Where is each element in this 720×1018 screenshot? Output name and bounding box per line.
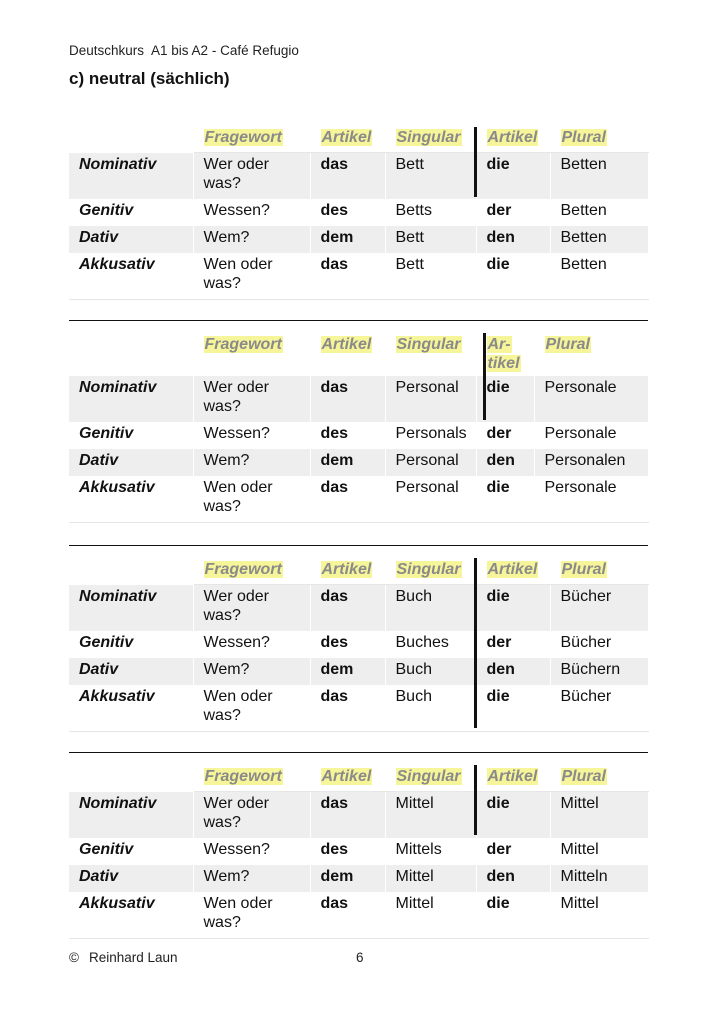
noun-singular: Betts (385, 199, 476, 226)
article-singular: das (310, 153, 385, 200)
header-artikel-plural: Artikel (476, 126, 550, 153)
header-artikel-singular: Artikel (310, 333, 385, 376)
question-word: Wen oder was? (193, 685, 310, 732)
noun-singular: Buch (385, 658, 476, 685)
article-plural: die (476, 376, 534, 422)
course-level: A1 bis A2 - Café Refugio (151, 43, 299, 58)
question-word: Wem? (193, 865, 310, 892)
table-row-genitiv (69, 631, 648, 658)
case-label: Akkusativ (69, 685, 193, 732)
case-label: Dativ (69, 449, 193, 476)
case-label: Nominativ (69, 153, 193, 200)
noun-singular: Personal (385, 376, 476, 422)
noun-plural: Betten (550, 199, 648, 226)
noun-singular: Bett (385, 153, 476, 200)
case-label: Akkusativ (69, 476, 193, 523)
article-singular: das (310, 685, 385, 732)
article-singular: das (310, 376, 385, 422)
noun-plural: Mitteln (550, 865, 648, 892)
page-header (69, 43, 299, 58)
header-artikel-singular: Artikel (310, 558, 385, 585)
article-plural: den (476, 449, 534, 476)
noun-plural: Betten (550, 253, 648, 300)
declension-table-bett (69, 126, 649, 300)
header-artikel-singular: Artikel (310, 126, 385, 153)
copyright-symbol: © (69, 950, 79, 965)
header-singular: Singular (385, 558, 476, 585)
table-row-genitiv (69, 199, 648, 226)
declension-table-personal (69, 333, 649, 523)
article-singular: das (310, 585, 385, 632)
noun-singular: Buch (385, 685, 476, 732)
article-plural: die (476, 892, 550, 939)
table-row-dativ (69, 226, 648, 253)
page-number: 6 (356, 950, 364, 965)
empty-cell (69, 126, 193, 153)
article-singular: dem (310, 658, 385, 685)
question-word: Wessen? (193, 199, 310, 226)
noun-singular: Mittel (385, 792, 476, 839)
header-singular: Singular (385, 333, 476, 376)
case-label: Akkusativ (69, 892, 193, 939)
author-name: Reinhard Laun (88, 950, 178, 965)
declension-table-mittel (69, 765, 649, 939)
article-plural: die (476, 153, 550, 200)
column-divider (474, 558, 477, 728)
noun-plural: Bücher (550, 631, 648, 658)
article-singular: das (310, 253, 385, 300)
header-fragewort: Fragewort (193, 333, 310, 376)
course-name: Deutschkurs (69, 43, 145, 58)
article-plural: der (476, 631, 550, 658)
table-row-akkusativ (69, 476, 648, 523)
table-header-row (69, 558, 648, 585)
header-singular: Singular (385, 126, 476, 153)
noun-plural: Mittel (550, 892, 648, 939)
noun-singular: Bett (385, 226, 476, 253)
table-header-row (69, 765, 648, 792)
case-label: Akkusativ (69, 253, 193, 300)
table-row-nominativ (69, 376, 648, 422)
empty-cell (69, 558, 193, 585)
noun-plural: Büchern (550, 658, 648, 685)
question-word: Wen oder was? (193, 892, 310, 939)
article-plural: die (476, 585, 550, 632)
question-word: Wem? (193, 226, 310, 253)
question-word: Wer oder was? (193, 585, 310, 632)
table-header-row (69, 333, 648, 376)
case-label: Dativ (69, 226, 193, 253)
section-divider (69, 752, 648, 753)
article-plural: die (476, 253, 550, 300)
question-word: Wer oder was? (193, 792, 310, 839)
article-singular: das (310, 476, 385, 523)
question-word: Wem? (193, 658, 310, 685)
article-singular: dem (310, 449, 385, 476)
empty-cell (69, 765, 193, 792)
table-row-nominativ (69, 153, 648, 200)
case-label: Nominativ (69, 792, 193, 839)
case-label: Nominativ (69, 585, 193, 632)
column-divider (474, 765, 477, 835)
declension-table-buch (69, 558, 649, 732)
noun-plural: Personale (534, 476, 648, 523)
empty-cell (69, 333, 193, 376)
noun-plural: Personale (534, 376, 648, 422)
case-label: Dativ (69, 658, 193, 685)
table-row-dativ (69, 658, 648, 685)
question-word: Wer oder was? (193, 376, 310, 422)
page-title: c) neutral (sächlich) (69, 69, 230, 88)
case-label: Genitiv (69, 199, 193, 226)
noun-plural: Betten (550, 153, 648, 200)
header-fragewort: Fragewort (193, 126, 310, 153)
header-plural: Plural (534, 333, 648, 376)
table-row-akkusativ (69, 892, 648, 939)
header-fragewort: Fragewort (193, 558, 310, 585)
question-word: Wer oder was? (193, 153, 310, 200)
noun-singular: Bett (385, 253, 476, 300)
noun-plural: Mittel (550, 792, 648, 839)
header-artikel-singular: Artikel (310, 765, 385, 792)
article-singular: des (310, 422, 385, 449)
table-row-dativ (69, 449, 648, 476)
noun-singular: Personal (385, 449, 476, 476)
article-singular: das (310, 892, 385, 939)
footer-copyright (69, 950, 178, 965)
column-divider (483, 333, 486, 420)
header-plural: Plural (550, 126, 648, 153)
header-artikel-plural: Ar- tikel (476, 333, 534, 376)
case-label: Dativ (69, 865, 193, 892)
article-plural: die (476, 792, 550, 839)
case-label: Genitiv (69, 422, 193, 449)
noun-plural: Bücher (550, 585, 648, 632)
table-row-nominativ (69, 792, 648, 839)
question-word: Wem? (193, 449, 310, 476)
section-divider (69, 320, 648, 321)
noun-plural: Personalen (534, 449, 648, 476)
header-artikel-plural: Artikel (476, 765, 550, 792)
table-row-dativ (69, 865, 648, 892)
article-singular: dem (310, 226, 385, 253)
table-row-nominativ (69, 585, 648, 632)
noun-plural: Betten (550, 226, 648, 253)
case-label: Nominativ (69, 376, 193, 422)
section-divider (69, 545, 648, 546)
article-singular: dem (310, 865, 385, 892)
table-row-genitiv (69, 838, 648, 865)
article-plural: der (476, 838, 550, 865)
header-fragewort: Fragewort (193, 765, 310, 792)
article-plural: den (476, 658, 550, 685)
table-row-akkusativ (69, 685, 648, 732)
noun-singular: Buches (385, 631, 476, 658)
noun-singular: Personals (385, 422, 476, 449)
article-plural: den (476, 865, 550, 892)
noun-plural: Bücher (550, 685, 648, 732)
header-artikel-plural: Artikel (476, 558, 550, 585)
noun-singular: Personal (385, 476, 476, 523)
noun-plural: Mittel (550, 838, 648, 865)
header-singular: Singular (385, 765, 476, 792)
noun-singular: Mittel (385, 865, 476, 892)
question-word: Wessen? (193, 422, 310, 449)
header-plural: Plural (550, 558, 648, 585)
question-word: Wen oder was? (193, 253, 310, 300)
article-plural: den (476, 226, 550, 253)
case-label: Genitiv (69, 631, 193, 658)
question-word: Wessen? (193, 838, 310, 865)
article-singular: des (310, 631, 385, 658)
noun-singular: Mittel (385, 892, 476, 939)
article-plural: die (476, 685, 550, 732)
article-plural: der (476, 422, 534, 449)
table-header-row (69, 126, 648, 153)
case-label: Genitiv (69, 838, 193, 865)
article-singular: des (310, 199, 385, 226)
column-divider (474, 127, 477, 197)
noun-singular: Mittels (385, 838, 476, 865)
article-plural: der (476, 199, 550, 226)
question-word: Wessen? (193, 631, 310, 658)
article-singular: des (310, 838, 385, 865)
table-row-genitiv (69, 422, 648, 449)
table-row-akkusativ (69, 253, 648, 300)
article-singular: das (310, 792, 385, 839)
header-plural: Plural (550, 765, 648, 792)
article-plural: die (476, 476, 534, 523)
question-word: Wen oder was? (193, 476, 310, 523)
noun-plural: Personale (534, 422, 648, 449)
noun-singular: Buch (385, 585, 476, 632)
